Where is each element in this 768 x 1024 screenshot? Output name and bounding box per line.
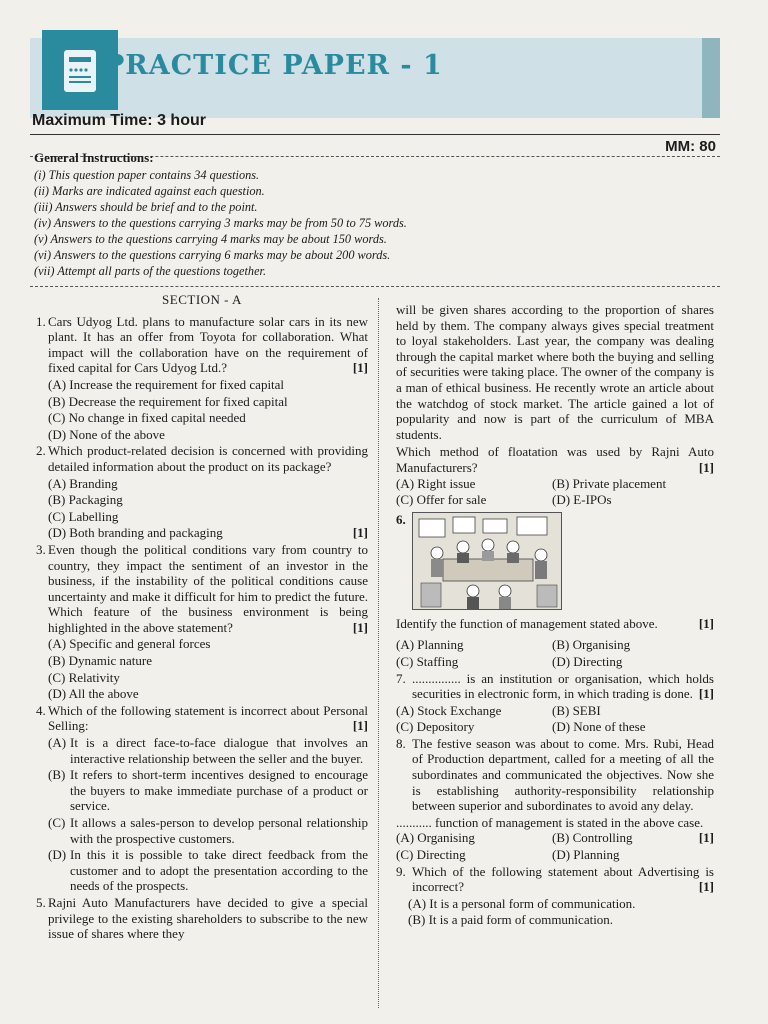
section-heading: SECTION - A [162,292,242,307]
instructions-title: General Instructions: [34,150,154,165]
question-text: ............... is an institution or organisation, which holds securities in electronic form, in which trading is done. [412,670,714,702]
options-row [396,637,714,653]
option: (D) Directing [552,653,623,669]
question-8 [396,736,714,814]
question-text: Which method of floatation was used by Rajni Auto Manufacturers? [396,444,714,475]
question-5-prompt [396,444,714,475]
options-row [396,703,714,719]
option: (C) Labelling [48,508,119,524]
question-5 [36,895,368,942]
option: (C) Relativity [48,669,120,685]
question-number: 5. [36,894,46,910]
option: (A) Right issue [396,475,476,491]
option: (A) Branding [48,475,118,491]
instruction-item: (v) Answers to the questions carrying 4 marks may be about 150 words. [34,232,387,246]
question-number: 3. [36,541,46,557]
question-1 [36,314,368,376]
option: (D) E-IPOs [552,492,612,508]
options-row [396,654,714,670]
option [36,815,368,846]
option: (C) Staffing [396,653,459,669]
question-number: 7. [396,670,406,686]
general-instructions [34,150,694,279]
option-text: It is a direct face-to-face dialogue that involves an interactive relationship between the seller and the buyer. [70,735,368,766]
option: (A) Organising [396,830,475,846]
divider [30,134,720,135]
marks: [1] [698,459,714,475]
marks: [1] [352,619,368,635]
option: (B) Controlling [552,830,633,846]
question-number: 1. [36,313,46,329]
option: (D) None of the above [48,426,165,442]
option: (D) None of these [552,719,646,735]
question-text: Which of the following statement is incorrect about Personal Selling: [48,702,368,734]
question-text: Which product-related decision is concerned with providing detailed information about the product on its package? [48,443,368,474]
left-column [36,292,368,943]
option: (B) Dynamic nature [48,653,152,669]
question-6-text [396,616,714,632]
question-3 [36,542,368,636]
options-row [396,719,714,735]
option-label: (B) [48,767,66,783]
question-text: Even though the political conditions vary from country to country, they impact the sentiment of an investor in the business, if the instability of the political conditions cause uncertainty and make it difficult for him to predict the future. Which feature of the business environment is being highlighted in the above statement? [48,541,368,635]
question-9 [396,864,714,895]
option: (A) Specific and general forces [48,636,211,652]
marks: [1] [698,879,714,895]
option [36,767,368,814]
question-7 [396,671,714,702]
option: (B) Packaging [48,492,123,508]
instruction-item: (vii) Attempt all parts of the questions together. [34,264,267,278]
option: (D) Planning [552,847,620,863]
option-label: (C) [48,815,66,830]
option: (B) SEBI [552,702,601,718]
option: (B) Decrease the requirement for fixed capital [48,393,288,409]
option [36,525,368,541]
option: (C) No change in fixed capital needed [48,410,246,426]
question-text: ........... function of management is stated in the above case. [396,814,704,830]
question-5-continued: will be given shares according to the proportion of shares held by them. The company always gives special treatment to loyal stakeholders. Last year, the company was dealing through the capital market where both the buying and selling of securities were taking place. The owner of the company is a man of ethical business. He recently wrote an article about the watchdog of stock market. The article gained a lot of popularity and now is part of the curriculum of MBA students. [396,302,714,442]
right-column [396,302,714,929]
instruction-item: (i) This question paper contains 34 questions. [34,168,260,182]
options-row [396,492,714,508]
option-label: (D) [48,847,67,863]
marks: [1] [698,830,714,846]
option [36,735,368,766]
question-6 [396,512,714,610]
question-2 [36,443,368,474]
banner-stripe [702,38,720,118]
option [36,847,368,894]
option: (C) Depository [396,719,475,735]
question-text: The festive season was about to come. Mrs. Rubi, Head of Production department, called for a meeting of all the subordinates and communicated the objectives. Now she is establishing authority-responsibility relationship between superior and subordinates to avoid any delay. [412,735,714,814]
max-time: Maximum Time: 3 hour [32,112,206,129]
marks: [1] [352,525,368,541]
question-number: 8. [396,735,406,751]
instruction-item: (iii) Answers should be brief and to the point. [34,200,258,214]
divider [30,286,720,287]
option: (A) Increase the requirement for fixed capital [48,376,285,392]
option-text: It allows a sales-person to develop personal relationship with the prospective customers. [70,815,368,846]
option-label: (A) [48,735,67,751]
option-text: In this it is possible to take direct feedback from the customer and to adopt the presentation according to the needs of the prospects. [70,847,368,894]
option-text: (D) Both branding and packaging [48,525,223,541]
question-text: Which of the following statement about Advertising is incorrect? [412,863,714,895]
option: (B) Organising [552,637,631,653]
marks: [1] [352,718,368,734]
option: (D) All the above [48,686,139,702]
marks: [1] [698,615,714,631]
option: (A) Stock Exchange [396,702,502,718]
option: (C) Directing [396,847,466,863]
question-number: 4. [36,702,46,718]
option: (A) Planning [396,637,464,653]
instruction-item: (iv) Answers to the questions carrying 3 marks may be from 50 to 75 words. [34,216,407,230]
question-number: 9. [396,863,406,879]
option: (B) Private placement [552,475,667,491]
question-text: Identify the function of management stated above. [396,615,658,631]
instruction-item: (vi) Answers to the questions carrying 6 marks may be about 200 words. [34,248,391,262]
question-text: Cars Udyog Ltd. plans to manufacture solar cars in its new plant. It has an offer from Toyota for collaboration. What impact will the collaboration have on the requirement of fixed capital for Cars Udyog Ltd.? [48,313,368,376]
max-marks: MM: 80 [665,138,716,155]
options-row [396,847,714,863]
marks: [1] [698,686,714,702]
question-number: 6. [396,511,406,527]
office-meeting-illustration [412,512,562,610]
option: (C) Offer for sale [396,492,487,508]
instruction-item: (ii) Marks are indicated against each question. [34,184,265,198]
option: (B) It is a paid form of communication. [408,912,614,928]
option-text: It refers to short-term incentives designed to encourage the buyers to make immediate purchase of a product or service. [70,767,368,814]
question-4 [36,703,368,734]
page-title: PRACTICE PAPER - 1 [104,50,443,81]
option: (A) It is a personal form of communication. [408,895,636,911]
options-row [396,476,714,492]
question-number: 2. [36,443,46,459]
question-text: Rajni Auto Manufacturers have decided to give a special privilege to the existing shareholders to subscribe to the new issue of shares where they [48,894,368,942]
column-divider [378,298,379,1008]
options-row [396,830,695,846]
marks: [1] [352,360,368,376]
